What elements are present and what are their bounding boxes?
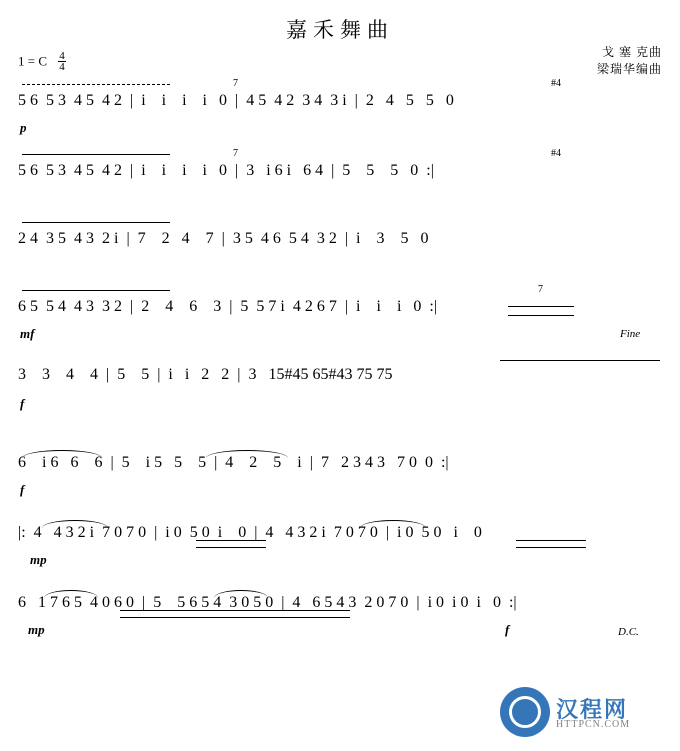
system-notes: 6 1 7 6 5 4 0 6 0 | 5 5 6 5 4 3 0 5 0 | 4 6 5 4 3 2 0 7 0 | i 0 i 0 i 0 :| [18, 594, 517, 611]
system-notes: 5 6 5 3 4 5 4 2 | i i i i 0 | 3 i 6 i 6 4 | 5 5 5 0 :| [18, 162, 434, 179]
diminuendo-hairpin [120, 610, 350, 618]
composer-line: 戈 塞 克曲 [601, 45, 662, 59]
accidental-marking: 7 [233, 148, 238, 159]
system-notes: 2 4 3 5 4 3 2 i | 7 2 4 7 | 3 5 4 6 5 4 3 2 | i 3 5 0 [18, 230, 429, 247]
diminuendo-hairpin [516, 540, 586, 548]
dynamic-f: f [20, 396, 25, 411]
logo-circle-icon [500, 687, 550, 737]
time-signature-denominator: 4 [59, 61, 65, 73]
music-system-3 [0, 216, 680, 276]
dynamic-mf: mf [20, 326, 35, 341]
system-notes: 6 5 5 4 4 3 3 2 | 2 4 6 3 | 5 5 7 i 4 2 6 7 | i i i 0 :| [18, 298, 438, 315]
accidental-marking: #4 [551, 148, 561, 159]
beam-line [22, 84, 170, 85]
watermark-logo [496, 685, 672, 743]
music-system-7 [0, 510, 680, 570]
da-capo-marking: D.C. [618, 626, 639, 638]
music-system-4 [0, 284, 680, 344]
music-system-8 [0, 580, 680, 640]
dynamic-f: f [20, 482, 25, 497]
music-system-2 [0, 148, 680, 208]
watermark-url: HTTPCN.COM [556, 719, 631, 730]
system-notes: |: 4 4 3 2 i 7 0 7 0 | i 0 5 0 i 0 | 4 4 3 2 i 7 0 7 0 | i 0 5 0 i 0 [18, 524, 482, 541]
dynamic-mp: mp [30, 552, 47, 567]
crescendo-hairpin [508, 306, 574, 316]
accidental-marking: 7 [538, 284, 543, 295]
music-system-1 [0, 78, 680, 138]
beam-line [22, 222, 170, 223]
accidental-marking: 7 [233, 78, 238, 89]
arranger-line: 梁瑞华编曲 [596, 62, 662, 76]
triplet-bracket [500, 360, 660, 361]
credits-block [597, 44, 662, 78]
music-system-5 [0, 352, 680, 412]
music-system-6 [0, 440, 680, 500]
key-and-time-signature [18, 52, 66, 73]
time-signature [58, 51, 66, 72]
beam-line [22, 154, 170, 155]
fine-marking: Fine [620, 328, 641, 340]
time-signature-numerator: 4 [59, 50, 65, 62]
dynamic-p: p [20, 120, 27, 135]
page-title: 嘉禾舞曲 [286, 18, 394, 42]
system-notes: 6 i 6 6 6 | 5 i 5 5 5 | 4 2 5 i | 7 2 3 4 3 7 0 0 :| [18, 454, 449, 471]
system-notes: 3 3 4 4 | 5 5 | i i 2 2 | 3 15#45 65#43 75 75 [18, 366, 393, 383]
diminuendo-hairpin [196, 540, 266, 548]
watermark-brand: 汉程网 [556, 697, 629, 722]
dynamic-f: f [505, 622, 510, 637]
key-signature: 1 = C [18, 53, 48, 69]
dynamic-mp: mp [28, 622, 45, 637]
accidental-marking: #4 [551, 78, 561, 89]
system-notes: 5 6 5 3 4 5 4 2 | i i i i 0 | 4 5 4 2 3 4 3 i | 2 4 5 5 0 [18, 92, 454, 109]
beam-line [22, 290, 170, 291]
